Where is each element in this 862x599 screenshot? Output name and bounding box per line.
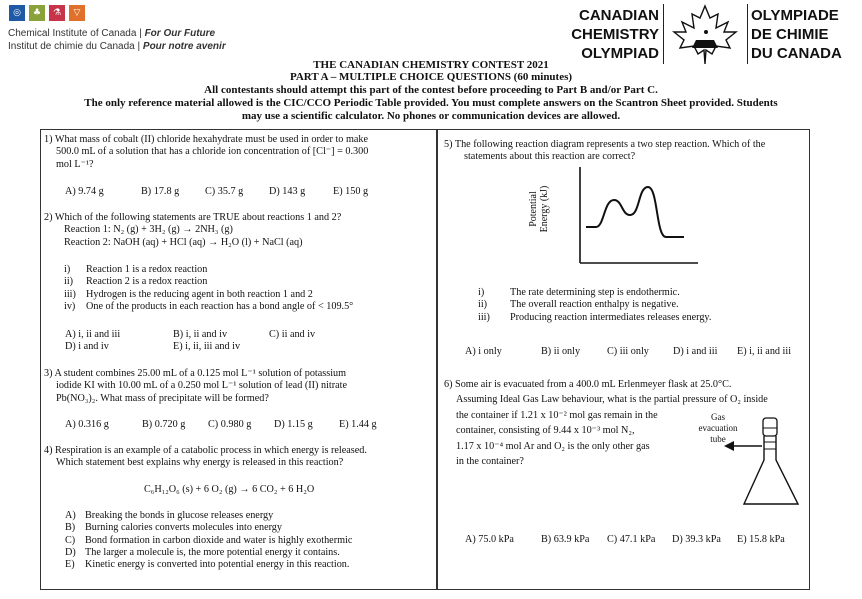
option[interactable]: C) Bond formation in carbon dioxide and water is highly exothermic	[65, 534, 353, 546]
option[interactable]: D) 1.15 g	[274, 419, 313, 430]
option[interactable]: A) 0.316 g	[65, 419, 109, 430]
question-1: 1) What mass of cobalt (II) chloride hexahydrate must be used in order to make 500.0 mL of a solution that has a chloride ion concentration of [Cl⁻] = 0.300 mol L⁻¹?	[44, 134, 369, 170]
reaction-energy-diagram	[560, 165, 700, 265]
olympiad-name-en: CANADIAN CHEMISTRY OLYMPIAD	[571, 7, 659, 62]
option[interactable]: E) Kinetic energy is converted into potential energy in this reaction.	[65, 559, 350, 571]
option[interactable]: B) Burning calories converts molecules into energy	[65, 522, 282, 534]
option[interactable]: A) 9.74 g	[65, 186, 104, 197]
instruction-line: The only reference material allowed is the CIC/CCO Periodic Table provided. You must complete answers on the Scantron Sheet provided. Students	[84, 97, 778, 109]
question-5-statements: i) The rate determining step is endothermic. ii) The overall reaction enthalpy is negative. iii) Producing reaction intermediates releases energy.	[478, 287, 712, 323]
question-4: 4) Respiration is an example of a catabolic process in which energy is released. Which statement best explains why energy is released in this reaction?	[44, 445, 367, 469]
option[interactable]: A) i, ii and iii	[65, 329, 121, 340]
cse-icon: ⚗	[48, 4, 66, 22]
question-3-options	[65, 419, 377, 431]
option[interactable]: E) 150 g	[333, 186, 369, 197]
partner-logos	[8, 4, 86, 22]
option[interactable]: A) 75.0 kPa	[465, 534, 514, 545]
option[interactable]: B) ii only	[541, 346, 581, 357]
instruction-line: All contestants should attempt this part of the contest before proceeding to Part B and/or Part C.	[204, 84, 658, 96]
respiration-equation: C₆H₁₂O₆ (s) + 6 O₂ (g) → 6 CO₂ + 6 H₂O	[144, 484, 315, 495]
option[interactable]: A) Breaking the bonds in glucose releases energy	[65, 510, 274, 521]
option[interactable]: D) 143 g	[269, 186, 306, 197]
question-5: 5) The following reaction diagram represents a two step reaction. Which of the statements about this reaction are correct?	[444, 139, 766, 163]
question-2-options	[65, 329, 315, 354]
option[interactable]: D) The larger a molecule is, the more potential energy it contains.	[65, 546, 340, 558]
erlenmeyer-flask-icon	[710, 416, 808, 510]
question-6: 6) Some air is evacuated from a 400.0 mL Erlenmeyer flask at 25.0°C. Assuming Ideal Gas Law behaviour, what is the partial pressure of O₂ inside the container if 1.21 x 10⁻² mol gas remain in the container, consisting of 9.44 x 10⁻³ mol N₂, 1.17 x 10⁻⁴ mol Ar and O₂ is the only other gas in the container?	[444, 379, 768, 468]
question-1-options	[65, 186, 368, 198]
option[interactable]: C) 0.980 g	[208, 419, 252, 430]
question-4-options	[65, 510, 352, 571]
option[interactable]: D) i and iv	[65, 341, 109, 353]
energy-axis-label: Potential Energy (kJ)	[528, 185, 550, 233]
csc-icon: ♣	[28, 4, 46, 22]
option[interactable]: A) i only	[465, 346, 502, 357]
option[interactable]: B) 63.9 kPa	[541, 534, 590, 545]
option[interactable]: D) 39.3 kPa	[672, 534, 721, 545]
cic-icon: ◎	[8, 4, 26, 22]
option[interactable]: B) 0.720 g	[142, 419, 186, 430]
option[interactable]: C) 35.7 g	[205, 186, 244, 197]
question-5-options	[465, 346, 791, 358]
olympiad-name-fr: OLYMPIADE DE CHIMIE DU CANADA	[751, 7, 842, 62]
option[interactable]: D) i and iii	[673, 346, 718, 357]
question-6-options	[465, 534, 785, 546]
option[interactable]: C) ii and iv	[269, 329, 316, 340]
option[interactable]: C) 47.1 kPa	[607, 534, 656, 545]
option[interactable]: E) i, ii, iii and iv	[173, 341, 241, 353]
divider	[747, 4, 748, 64]
option[interactable]: E) i, ii and iii	[737, 346, 792, 357]
question-3: 3) A student combines 25.00 mL of a 0.125 mol L⁻¹ solution of potassium iodide KI with 10.00 mL of a 0.250 mol L⁻¹ solution of lead (II) nitrate Pb(NO₃)₂. What mass of precipitate will be formed?	[44, 368, 347, 404]
instruction-line: may use a scientific calculator. No phones or communication devices are allowed.	[241, 110, 621, 122]
institute-name: Chemical Institute of Canada | For Our Future Institut de chimie du Canada | Pour notre avenir	[8, 28, 226, 52]
divider	[663, 4, 664, 64]
csct-icon: ▽	[68, 4, 86, 22]
question-2: 2) Which of the following statements are TRUE about reactions 1 and 2? Reaction 1: N₂ (g) + 3H₂ (g) → 2NH₃ (g) Reaction 2: NaOH (aq) + HCl (aq) → H₂O (l) + NaCl (aq)	[44, 212, 342, 248]
flask-label: Gas evacuation tube	[698, 412, 738, 444]
contest-title: THE CANADIAN CHEMISTRY CONTEST 2021	[313, 59, 549, 71]
option[interactable]: E) 1.44 g	[339, 419, 377, 430]
part-title: PART A – MULTIPLE CHOICE QUESTIONS (60 minutes)	[289, 71, 573, 83]
option[interactable]: B) i, ii and iv	[173, 329, 228, 340]
option[interactable]: B) 17.8 g	[141, 186, 180, 197]
option[interactable]: C) iii only	[607, 346, 649, 357]
option[interactable]: E) 15.8 kPa	[737, 534, 785, 545]
question-2-statements: i) Reaction 1 is a redox reaction ii) Reaction 2 is a redox reaction iii) Hydrogen is the reducing agent in both reaction 1 and 2 iv) One of the products in each reaction has a bond angle of < 109.5°	[64, 264, 354, 312]
